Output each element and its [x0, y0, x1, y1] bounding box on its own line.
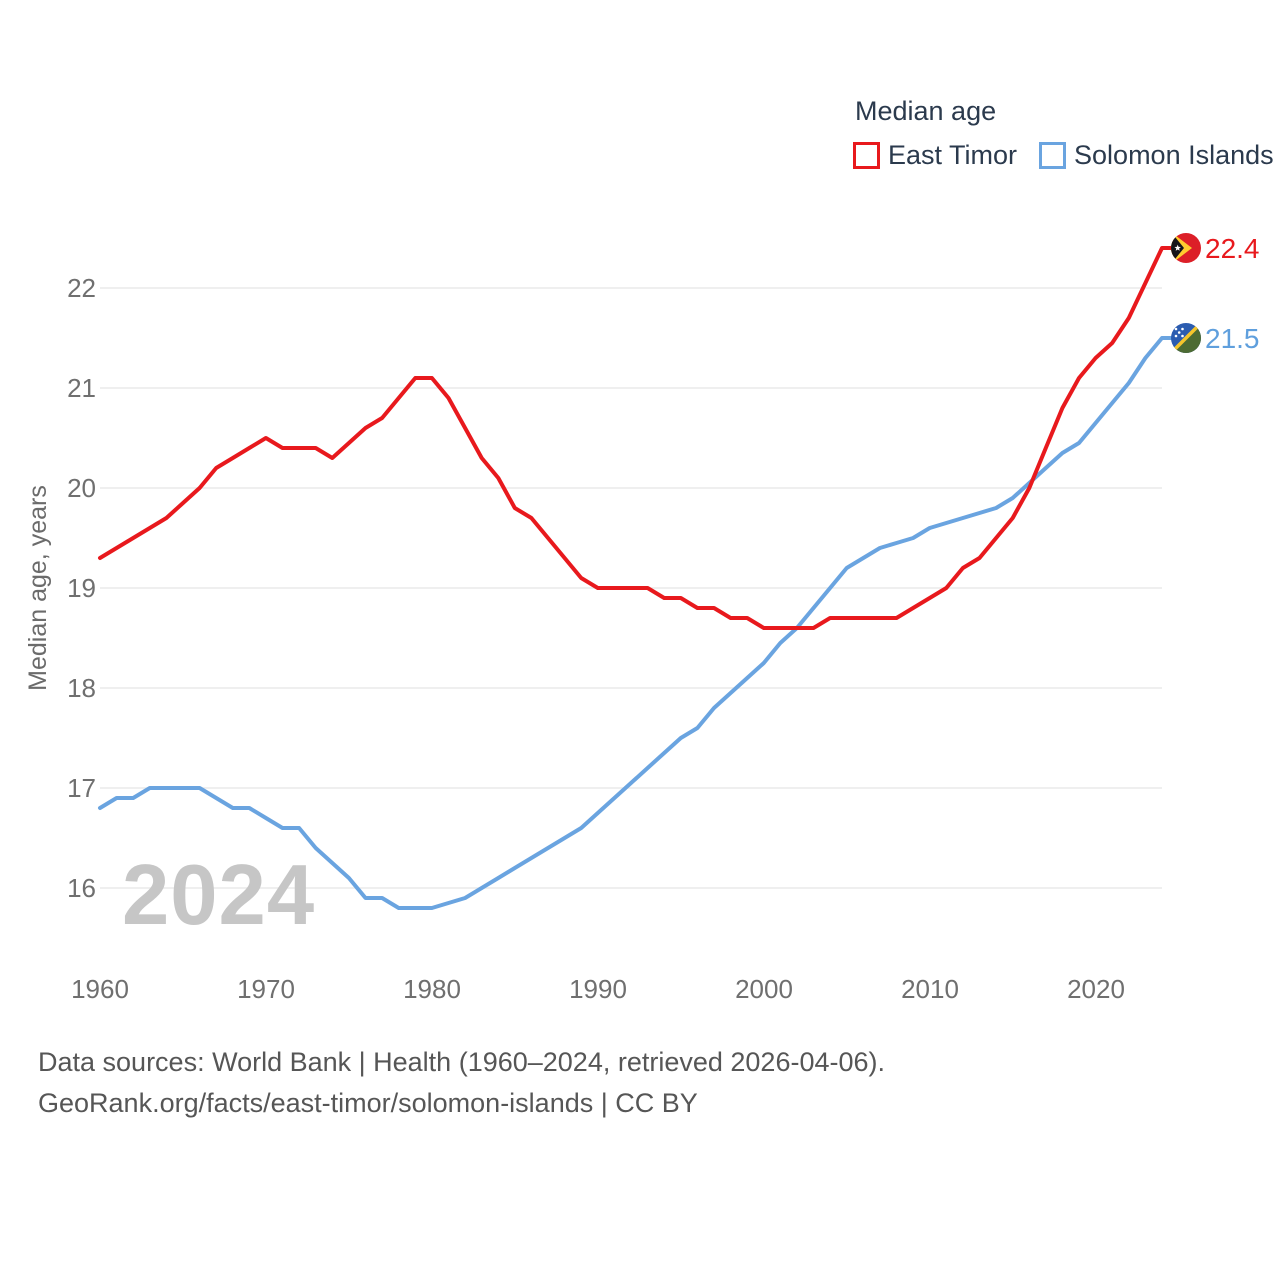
legend-item-solomon-islands[interactable]: [1039, 140, 1274, 171]
x-tick-label: 1980: [403, 974, 461, 1004]
y-tick-label: 21: [67, 373, 96, 403]
series-line-solomon-islands: [100, 338, 1171, 908]
x-tick-label: 1960: [71, 974, 129, 1004]
legend-item-east-timor[interactable]: [853, 140, 1017, 171]
y-tick-label: 19: [67, 573, 96, 603]
legend-title: Median age: [855, 96, 997, 126]
footer-attribution: [38, 1042, 885, 1124]
legend-swatch-east-timor[interactable]: [853, 142, 880, 169]
legend-label: East Timor: [888, 140, 1018, 170]
y-tick-label: 17: [67, 773, 96, 803]
x-tick-label: 1970: [237, 974, 295, 1004]
watermark-year: 2024: [122, 848, 316, 943]
y-tick-label: 20: [67, 473, 96, 503]
footer-data-sources: Data sources: World Bank | Health (1960–2024, retrieved 2026-04-06).: [38, 1047, 885, 1077]
series-line-east-timor: [100, 248, 1171, 628]
end-value-east-timor: 22.4: [1205, 233, 1260, 264]
x-tick-label: 2000: [735, 974, 793, 1004]
footer-url: GeoRank.org/facts/east-timor/solomon-islands | CC BY: [38, 1088, 698, 1118]
y-tick-label: 16: [67, 873, 96, 903]
legend-swatch-solomon-islands[interactable]: [1039, 142, 1066, 169]
y-tick-label: 22: [67, 273, 96, 303]
legend: [855, 96, 1274, 171]
y-axis-title: Median age, years: [24, 485, 52, 691]
x-tick-label: 2010: [901, 974, 959, 1004]
y-tick-label: 18: [67, 673, 96, 703]
east-timor-flag-icon: [1171, 232, 1201, 264]
end-value-solomon-islands: 21.5: [1205, 323, 1260, 354]
legend-label: Solomon Islands: [1074, 140, 1274, 170]
solomon-islands-flag-icon: [1171, 323, 1201, 353]
x-tick-label: 1990: [569, 974, 627, 1004]
y-axis-tick-labels: [67, 273, 96, 903]
legend-row: [853, 140, 1274, 171]
x-axis-tick-labels: [71, 974, 1125, 1004]
x-tick-label: 2020: [1067, 974, 1125, 1004]
